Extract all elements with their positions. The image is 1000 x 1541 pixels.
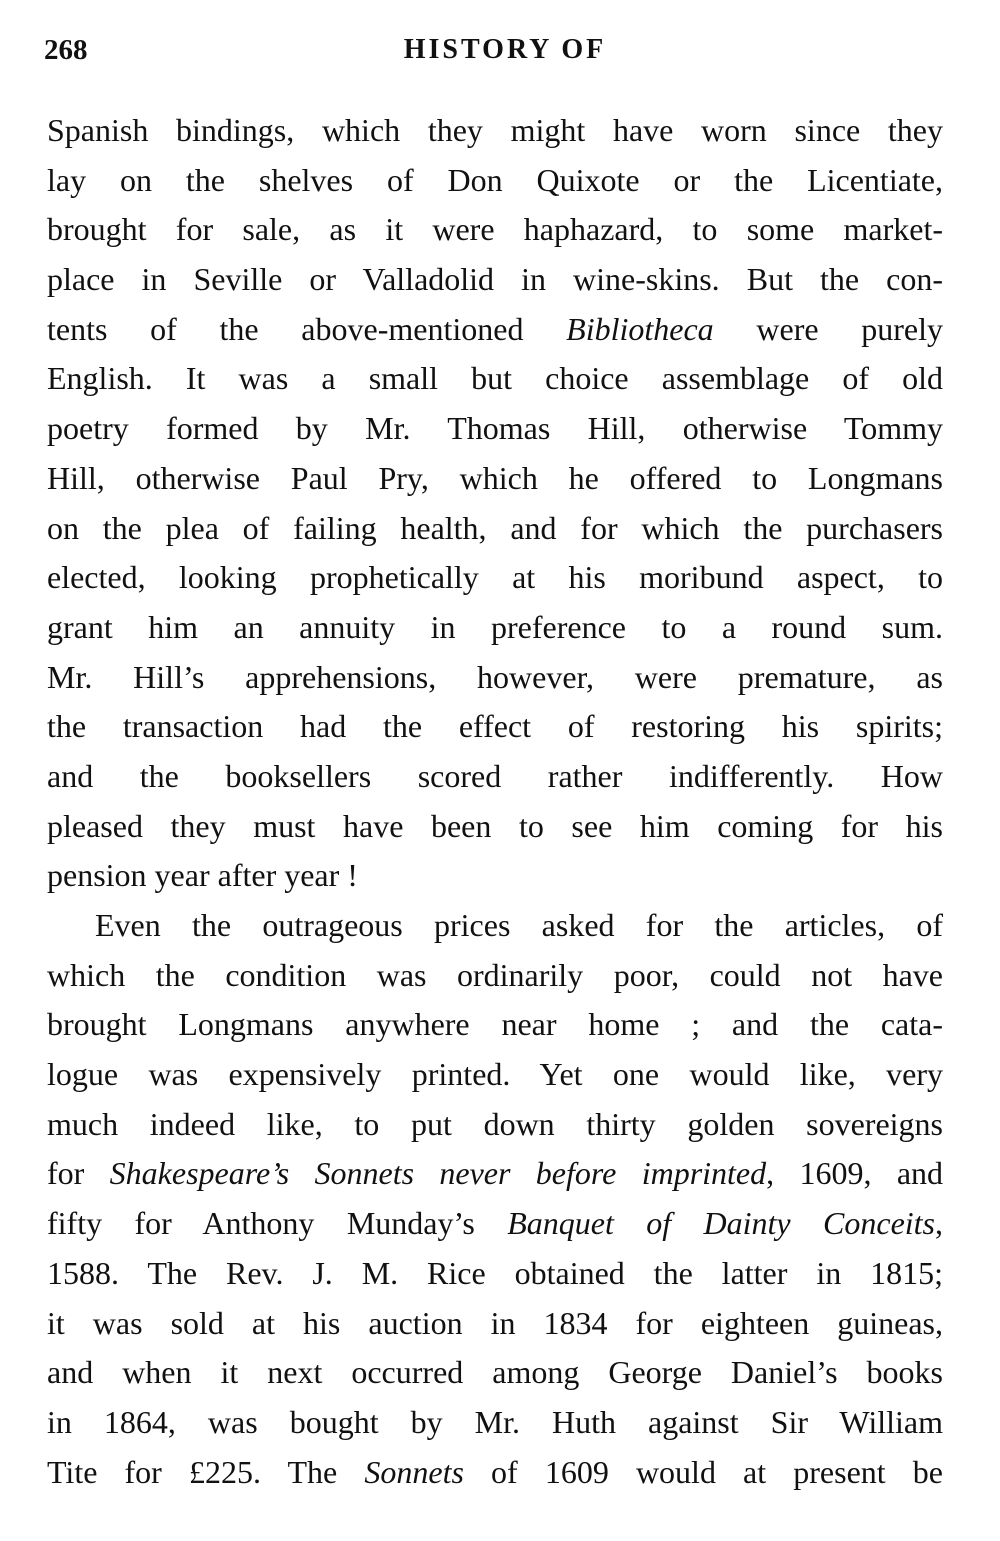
text-segment: place in Seville or Valladolid in wine-skins. But the con- <box>47 261 943 298</box>
text-segment: pleased they must have been to see him coming for his <box>47 807 943 844</box>
text-segment: much indeed like, to put down thirty golden sovereigns <box>47 1105 943 1142</box>
text-segment: Hill, otherwise Paul Pry, which he offered to Longmans <box>47 459 943 496</box>
text-line <box>47 1050 943 1100</box>
text-line <box>47 802 943 852</box>
text-segment: brought for sale, as it were haphazard, to some market- <box>47 211 943 248</box>
text-segment: which the condition was ordinarily poor, could not have <box>47 956 943 993</box>
text-line <box>47 851 943 901</box>
running-head-title: HISTORY OF <box>403 34 607 65</box>
text-segment: the transaction had the effect of restoring his spirits; <box>47 708 943 745</box>
italic-title: Shakespeare’s Sonnets never before imprinted <box>109 1155 767 1192</box>
text-line <box>47 1199 943 1249</box>
text-segment: English. It was a small but choice assemblage of old <box>47 360 943 397</box>
text-segment: pension year after year ! <box>47 857 358 894</box>
text-segment: in 1864, was bought by Mr. Huth against Sir William <box>47 1403 943 1440</box>
text-segment: lay on the shelves of Don Quixote or the Licentiate, <box>47 161 943 198</box>
text-segment: for <box>47 1155 110 1192</box>
text-segment: logue was expensively printed. Yet one would like, very <box>47 1056 943 1093</box>
text-line <box>47 504 943 554</box>
text-segment: , 1609, and <box>766 1155 944 1192</box>
italic-title: Banquet of Dainty Conceits <box>507 1205 936 1242</box>
text-segment: and the booksellers scored rather indifferently. How <box>47 757 943 794</box>
page-number: 268 <box>44 34 88 66</box>
text-line <box>47 1100 943 1150</box>
text-line <box>47 603 943 653</box>
text-line <box>47 951 943 1001</box>
text-line <box>47 156 943 206</box>
text-line <box>47 1299 943 1349</box>
text-line <box>47 653 943 703</box>
text-segment: Mr. Hill’s apprehensions, however, were premature, as <box>47 658 943 695</box>
text-line <box>47 255 943 305</box>
text-line <box>47 106 943 156</box>
text-segment: Tite for £225. The <box>47 1453 365 1490</box>
text-segment: elected, looking prophetically at his moribund aspect, to <box>47 559 943 596</box>
text-line <box>47 404 943 454</box>
text-line <box>47 1249 943 1299</box>
text-segment: fifty for Anthony Munday’s <box>47 1205 508 1242</box>
text-segment: Even the outrageous prices asked for the articles, of <box>95 907 943 943</box>
text-segment: brought Longmans anywhere near home ; and the cata- <box>47 1006 943 1043</box>
text-segment: , <box>935 1205 944 1242</box>
text-segment: were purely <box>713 310 944 347</box>
text-line <box>47 752 943 802</box>
italic-title: Sonnets <box>364 1453 464 1490</box>
text-line <box>47 1348 943 1398</box>
italic-title: Bibliotheca <box>566 310 714 347</box>
text-line <box>47 454 943 504</box>
text-line <box>47 205 943 255</box>
text-line <box>47 1448 943 1498</box>
text-segment: of 1609 would at present be <box>463 1453 944 1490</box>
text-line <box>47 354 943 404</box>
text-line <box>47 305 943 355</box>
text-segment: poetry formed by Mr. Thomas Hill, otherwise Tommy <box>47 410 943 447</box>
text-line <box>47 901 943 951</box>
text-segment: 1588. The Rev. J. M. Rice obtained the latter in 1815; <box>47 1254 943 1291</box>
text-line <box>47 1398 943 1448</box>
text-segment: tents of the above-mentioned <box>47 310 567 347</box>
text-segment: Spanish bindings, which they might have worn since they <box>47 112 943 148</box>
text-segment: grant him an annuity in preference to a round sum. <box>47 608 943 645</box>
text-segment: on the plea of failing health, and for which the purchasers <box>47 509 943 546</box>
text-line <box>47 1149 943 1199</box>
text-segment: and when it next occurred among George Daniel’s books <box>47 1354 943 1391</box>
text-segment: it was sold at his auction in 1834 for eighteen guineas, <box>47 1304 943 1341</box>
body-text <box>47 106 943 1497</box>
text-line <box>47 702 943 752</box>
text-line <box>47 1000 943 1050</box>
text-line <box>47 553 943 603</box>
